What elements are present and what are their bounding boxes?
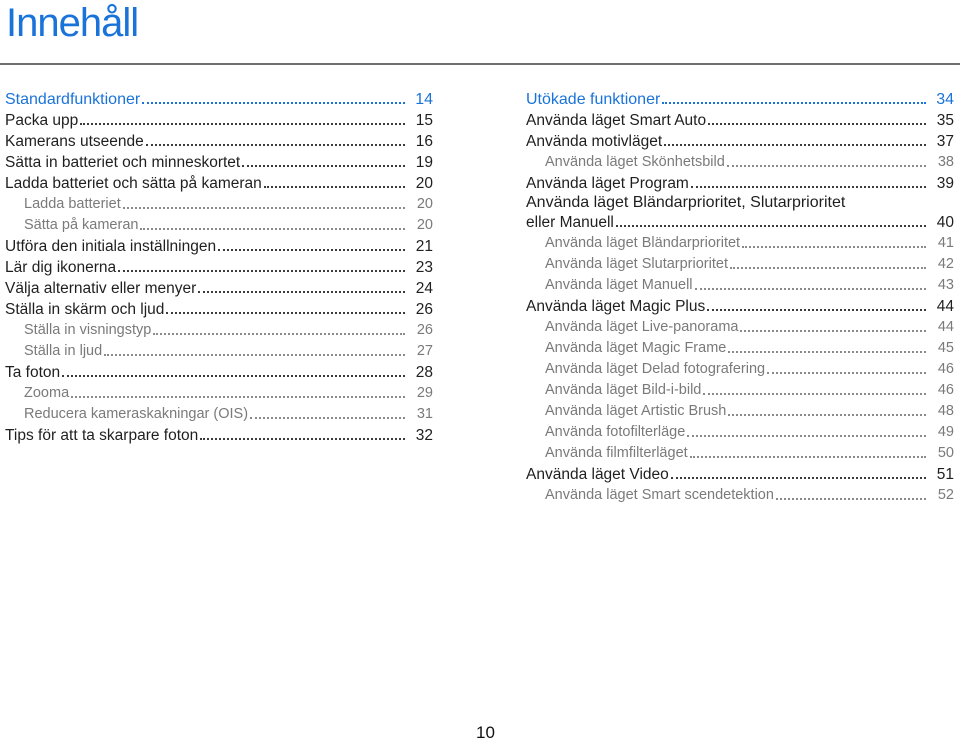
toc-entry[interactable]	[526, 152, 954, 173]
page-title: Innehåll	[6, 1, 139, 45]
dot-leader	[695, 287, 926, 290]
toc-left-column	[5, 89, 433, 446]
dot-leader	[62, 374, 405, 377]
toc-entry-label: Tips för att ta skarpare foton	[5, 427, 199, 444]
toc-entry[interactable]	[5, 236, 433, 257]
toc-entry-page: 40	[936, 214, 954, 231]
dot-leader	[740, 329, 926, 332]
toc-entry-label: Kamerans utseende	[5, 133, 144, 150]
toc-entry-label: Ställa in ljud	[24, 343, 103, 359]
toc-entry[interactable]	[5, 425, 433, 446]
dot-leader	[730, 266, 926, 269]
toc-entry-label: Använda läget Bild-i-bild	[545, 382, 702, 398]
title-divider	[0, 63, 960, 65]
dot-leader	[242, 164, 405, 167]
toc-entry-label: Använda läget Program	[526, 175, 689, 192]
dot-leader	[80, 122, 405, 125]
toc-entry[interactable]	[526, 110, 954, 131]
dot-leader	[200, 437, 405, 440]
toc-entry-label: Standardfunktioner	[5, 91, 141, 108]
dot-leader	[166, 311, 405, 314]
toc-entry-page: 39	[936, 175, 954, 192]
toc-right-column	[526, 89, 954, 506]
toc-entry-page: 32	[415, 427, 433, 444]
toc-entry-label: Använda läget Skönhetsbild	[545, 154, 725, 170]
toc-entry-label: Använda läget Smart scendetektion	[545, 487, 774, 503]
dot-leader	[146, 143, 405, 146]
toc-entry-label: Använda läget Smart Auto	[526, 112, 707, 129]
toc-entry-page: 34	[936, 91, 954, 108]
dot-leader	[691, 185, 926, 188]
toc-entry-page: 44	[936, 298, 954, 315]
toc-entry-page: 35	[936, 112, 954, 129]
dot-leader	[123, 206, 405, 209]
toc-entry-page: 42	[937, 256, 954, 272]
toc-entry-label: Lär dig ikonerna	[5, 259, 117, 276]
toc-entry-label: Använda läget Magic Plus	[526, 298, 706, 315]
dot-leader	[708, 122, 926, 125]
toc-entry-label: Använda fotofilterläge	[545, 424, 686, 440]
toc-entry-label: Packa upp	[5, 112, 79, 129]
toc-entry[interactable]	[526, 317, 954, 338]
toc-entry-page: 31	[416, 406, 433, 422]
dot-leader	[250, 416, 405, 419]
toc-entry[interactable]	[5, 362, 433, 383]
toc-entry-label: Reducera kameraskakningar (OIS)	[24, 406, 249, 422]
toc-entry-page: 16	[415, 133, 433, 150]
dot-leader	[198, 290, 405, 293]
toc-entry[interactable]	[526, 194, 954, 233]
dot-leader	[104, 353, 405, 356]
toc-entry-page: 44	[937, 319, 954, 335]
toc-entry[interactable]	[5, 131, 433, 152]
toc-entry[interactable]	[526, 464, 954, 485]
toc-entry[interactable]	[526, 275, 954, 296]
toc-entry-page: 45	[937, 340, 954, 356]
toc-entry-label: Använda motivläget	[526, 133, 663, 150]
toc-entry-page: 29	[416, 385, 433, 401]
dot-leader	[671, 476, 926, 479]
toc-entry-label: Använda filmfilterläget	[545, 445, 688, 461]
toc-entry-label: Utökade funktioner	[526, 91, 661, 108]
dot-leader	[728, 350, 926, 353]
dot-leader	[703, 392, 926, 395]
toc-entry[interactable]	[526, 89, 954, 110]
toc-entry[interactable]	[5, 299, 433, 320]
toc-entry[interactable]	[526, 338, 954, 359]
toc-entry-page: 46	[937, 361, 954, 377]
toc-entry[interactable]	[526, 401, 954, 422]
toc-entry-label: Ladda batteriet och sätta på kameran	[5, 175, 262, 192]
toc-entry-page: 23	[415, 259, 433, 276]
toc-entry-page: 46	[937, 382, 954, 398]
toc-entry-label: Använda läget Live-panorama	[545, 319, 739, 335]
toc-entry[interactable]	[5, 110, 433, 131]
dot-leader	[707, 308, 926, 311]
toc-entry-label: Använda läget Bländarprioritet, Slutarprioritet	[526, 194, 846, 211]
toc-entry-page: 28	[415, 364, 433, 381]
toc-entry-page: 21	[415, 238, 433, 255]
toc-entry[interactable]	[526, 131, 954, 152]
toc-entry-label: Utföra den initiala inställningen	[5, 238, 217, 255]
toc-entry[interactable]	[526, 233, 954, 254]
dot-leader	[687, 434, 926, 437]
toc-entry[interactable]	[5, 341, 433, 362]
toc-entry-page: 15	[415, 112, 433, 129]
toc-entry[interactable]	[526, 254, 954, 275]
toc-entry-label: Använda läget Delad fotografering	[545, 361, 766, 377]
toc-entry-label: Sätta på kameran	[24, 217, 139, 233]
toc-entry-page: 37	[936, 133, 954, 150]
toc-entry-page: 19	[415, 154, 433, 171]
toc-entry-page: 26	[415, 301, 433, 318]
toc-entry-page: 50	[937, 445, 954, 461]
toc-entry-page: 48	[937, 403, 954, 419]
toc-entry-page: 20	[416, 217, 433, 233]
dot-leader	[776, 497, 926, 500]
toc-entry[interactable]	[5, 89, 433, 110]
toc-entry-label: Använda läget Bländarprioritet	[545, 235, 741, 251]
dot-leader	[742, 245, 926, 248]
toc-entry[interactable]	[5, 257, 433, 278]
toc-entry-page: 49	[937, 424, 954, 440]
dot-leader	[767, 371, 926, 374]
dot-leader	[616, 224, 926, 227]
dot-leader	[142, 101, 405, 104]
dot-leader	[264, 185, 405, 188]
dot-leader	[118, 269, 405, 272]
toc-entry-page: 14	[415, 91, 433, 108]
toc-entry-label: Använda läget Slutarprioritet	[545, 256, 728, 272]
dot-leader	[71, 395, 405, 398]
dot-leader	[690, 455, 926, 458]
toc-entry-label: Välja alternativ eller menyer	[5, 280, 197, 297]
toc-entry-label: Använda läget Video	[526, 466, 669, 483]
dot-leader	[728, 413, 926, 416]
toc-entry[interactable]	[526, 359, 954, 380]
toc-entry[interactable]	[526, 485, 954, 506]
toc-entry-label: Använda läget Artistic Brush	[545, 403, 727, 419]
toc-entry-page: 38	[937, 154, 954, 170]
dot-leader	[218, 248, 405, 251]
toc-entry[interactable]	[526, 422, 954, 443]
toc-entry[interactable]	[526, 173, 954, 194]
toc-entry-label: Använda läget Manuell	[545, 277, 693, 293]
toc-entry[interactable]	[526, 296, 954, 317]
dot-leader	[153, 332, 405, 335]
page-number: 10	[476, 723, 495, 742]
toc-entry[interactable]	[5, 404, 433, 425]
toc-entry[interactable]	[5, 383, 433, 404]
toc-entry-label: Sätta in batteriet och minneskortet	[5, 154, 241, 171]
toc-entry-page: 27	[416, 343, 433, 359]
dot-leader	[140, 227, 405, 230]
toc-entry-label: Ta foton	[5, 364, 61, 381]
toc-entry-page: 41	[937, 235, 954, 251]
toc-entry[interactable]	[5, 194, 433, 215]
dot-leader	[727, 164, 926, 167]
toc-entry-page: 20	[415, 175, 433, 192]
toc-entry-page: 26	[416, 322, 433, 338]
toc-entry-label: Ställa in visningstyp	[24, 322, 152, 338]
toc-entry-label: Ställa in skärm och ljud	[5, 301, 165, 318]
toc-entry[interactable]	[526, 443, 954, 464]
toc-entry-page: 43	[937, 277, 954, 293]
toc-entry-label-continued: eller Manuell	[526, 214, 614, 231]
toc-entry[interactable]	[5, 215, 433, 236]
dot-leader	[664, 143, 926, 146]
toc-entry[interactable]	[5, 278, 433, 299]
dot-leader	[662, 101, 926, 104]
toc-entry[interactable]	[5, 152, 433, 173]
toc-entry-page: 20	[416, 196, 433, 212]
toc-entry-page: 24	[415, 280, 433, 297]
toc-entry-label: Zooma	[24, 385, 70, 401]
toc-entry[interactable]	[5, 173, 433, 194]
toc-entry-label: Använda läget Magic Frame	[545, 340, 727, 356]
toc-entry-page: 51	[936, 466, 954, 483]
toc-entry[interactable]	[5, 320, 433, 341]
toc-entry[interactable]	[526, 380, 954, 401]
toc-entry-label: Ladda batteriet	[24, 196, 121, 212]
toc-entry-page: 52	[937, 487, 954, 503]
